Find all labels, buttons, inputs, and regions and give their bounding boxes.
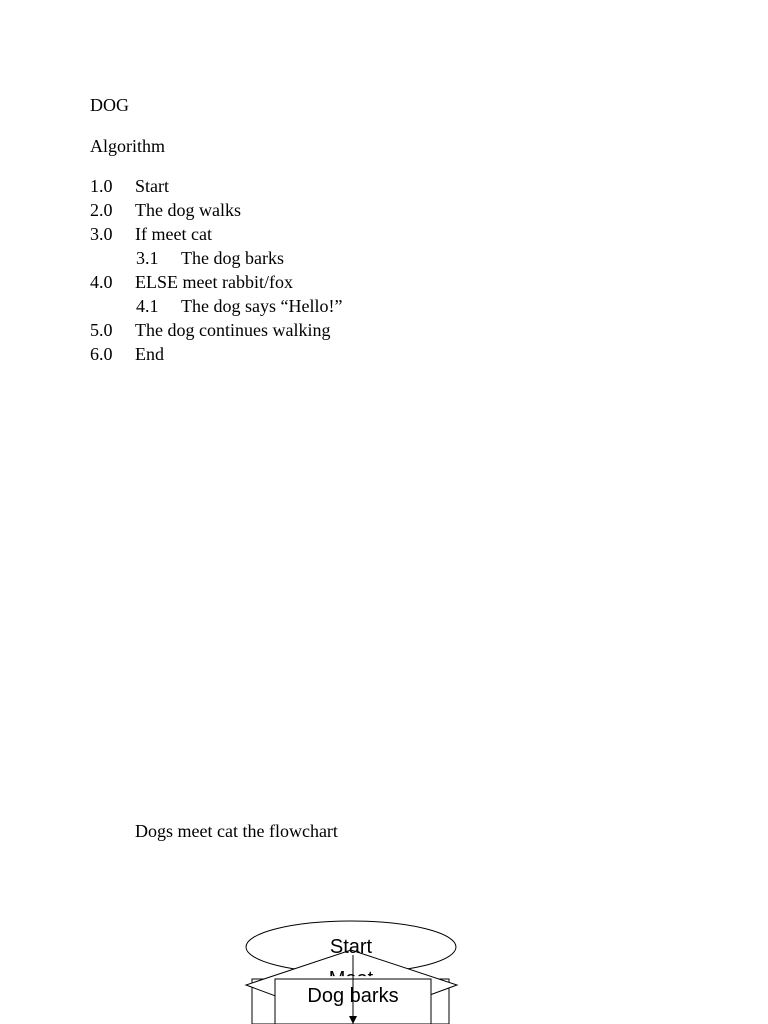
substep-text: The dog says “Hello!” (181, 296, 343, 316)
step-text: End (135, 344, 164, 364)
step-number: 6.0 (90, 344, 113, 364)
substep-text: The dog barks (181, 248, 284, 268)
process-label: Dog barks (307, 985, 399, 1007)
flowchart-caption: Dogs meet cat the flowchart (135, 821, 338, 841)
substep-number: 4.1 (136, 296, 159, 316)
step-number: 2.0 (90, 200, 113, 220)
step-text: The dog continues walking (135, 320, 331, 340)
document-title: DOG (90, 95, 129, 115)
step-number: 1.0 (90, 176, 113, 196)
step-number: 4.0 (90, 272, 113, 292)
algorithm-heading: Algorithm (90, 136, 165, 156)
step-text: The dog walks (135, 200, 241, 220)
step-number: 3.0 (90, 224, 113, 244)
step-text: Start (135, 176, 169, 196)
start-label: Start (329, 936, 373, 958)
step-text: If meet cat (135, 224, 212, 244)
step-number: 5.0 (90, 320, 113, 340)
step-text: ELSE meet rabbit/fox (135, 272, 293, 292)
substep-number: 3.1 (136, 248, 159, 268)
